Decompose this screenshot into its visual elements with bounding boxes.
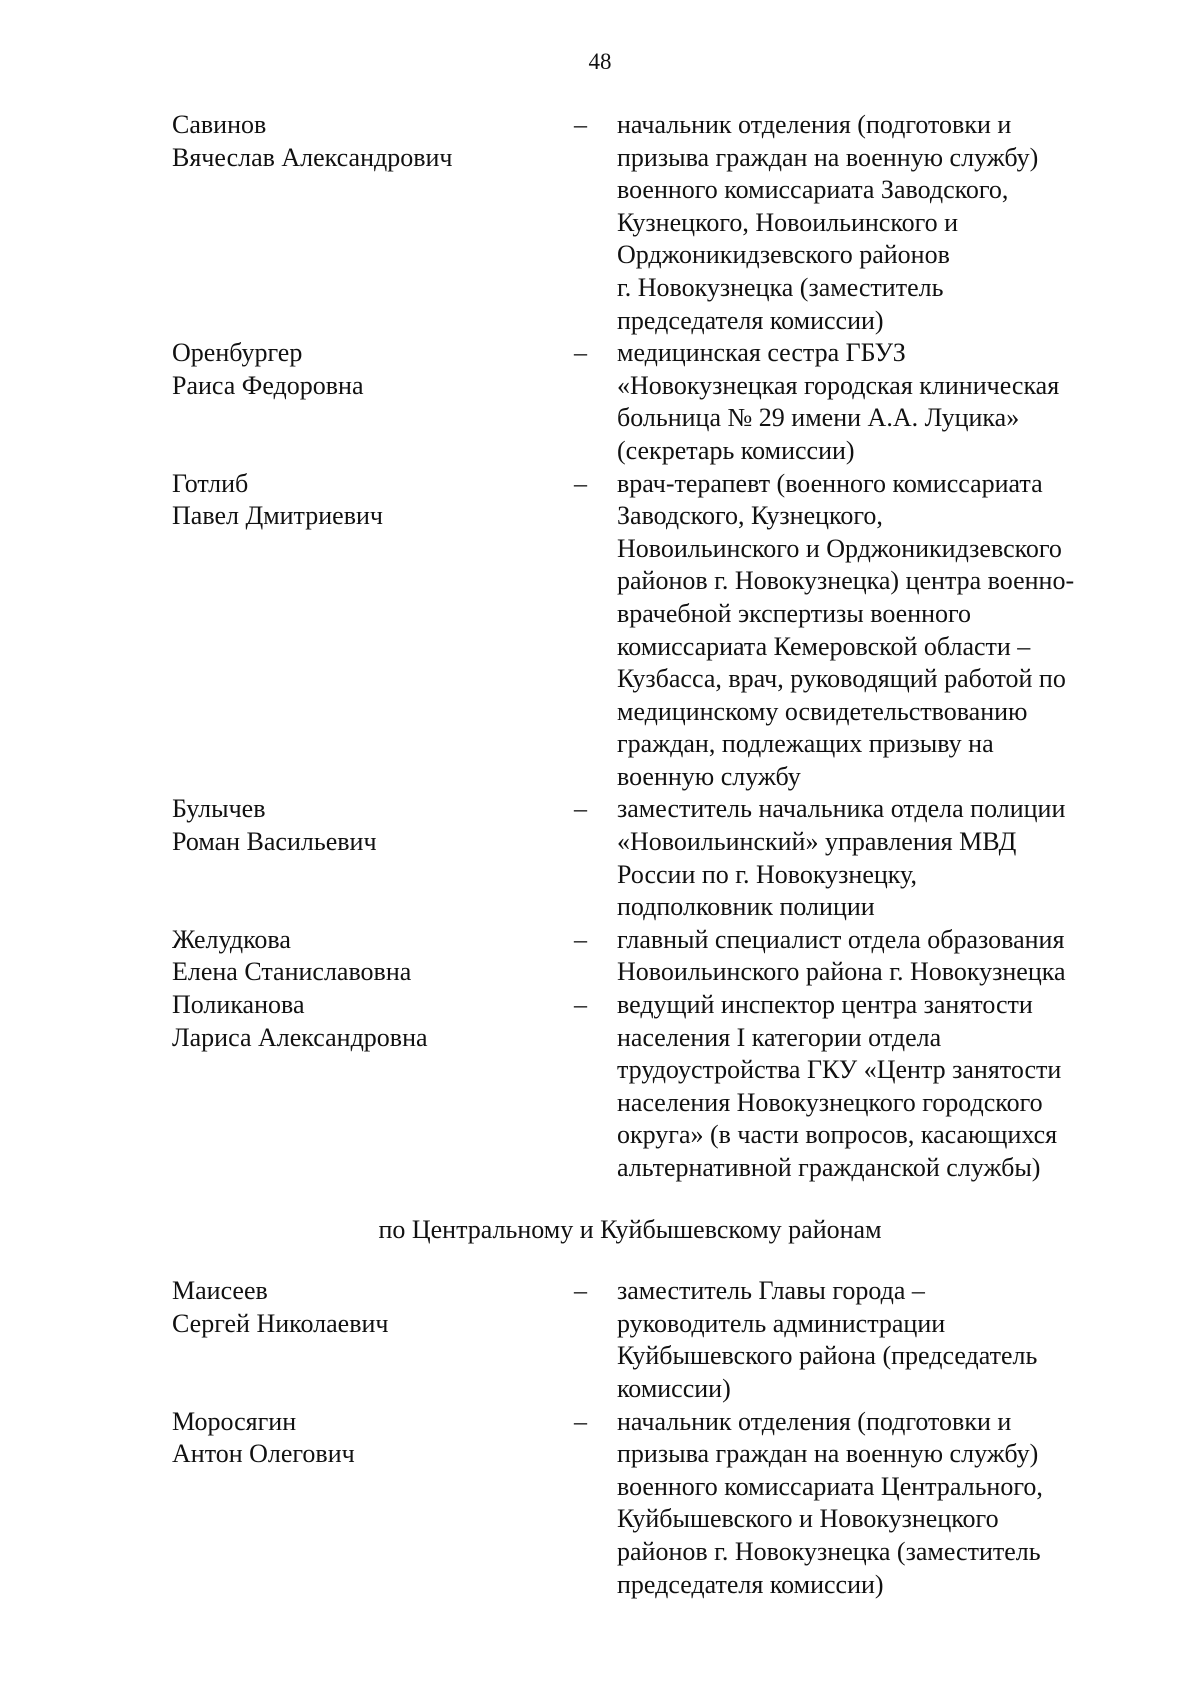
member-surname: Оренбургер [172,338,303,368]
member-name [172,793,572,858]
position-line: населения I категории отдела [617,1022,942,1052]
member-given-names: Роман Васильевич [172,827,377,857]
member-dash: – [574,990,587,1020]
position-line: начальник отделения (подготовки и [617,110,1012,139]
position-line: «Новоильинский» управления МВД [617,827,1017,857]
member-name [172,924,572,989]
commission-members-group-1 [0,109,1200,1185]
member-dash: – [574,1276,587,1306]
member-position [617,468,1137,794]
member-dash: – [574,1406,587,1436]
member-given-names: Раиса Федоровна [172,370,364,400]
position-line: ведущий инспектор центра занятости [617,990,1033,1020]
member-name [172,1406,572,1471]
member-position [617,793,1137,923]
position-line: начальник отделения (подготовки и [617,1406,1012,1436]
member-name [172,337,572,402]
position-line: военного комиссариата Заводского, [617,175,1009,205]
member-dash: – [574,468,587,498]
position-line: г. Новокузнецка (заместитель [617,272,944,302]
member-surname: Моросягин [172,1406,297,1436]
position-line: военного комиссариата Центрального, [617,1471,1043,1501]
position-line: населения Новокузнецкого городского [617,1087,1043,1117]
position-line: районов г. Новокузнецка (заместитель [617,1536,1041,1566]
member-position [617,337,1137,467]
position-line: Заводского, Кузнецкого, [617,501,883,531]
position-line: медицинская сестра ГБУЗ [617,338,906,368]
member-row [0,1275,1200,1405]
member-row [0,924,1200,989]
member-surname: Готлиб [172,468,249,498]
position-line: призыва граждан на военную службу) [617,142,1039,172]
member-position [617,109,1137,337]
section-heading: по Центральному и Куйбышевскому районам [378,1214,882,1244]
position-line: районов г. Новокузнецка) центра военно- [617,566,1075,596]
member-position [617,1406,1137,1602]
position-line: главный специалист отдела образования [617,924,1065,954]
position-line: врачебной экспертизы военного [617,598,972,628]
position-line: врач-терапевт (военного комиссариата [617,468,1043,498]
position-line: Новоильинского и Орджоникидзевского [617,533,1062,563]
member-row [0,793,1200,923]
position-line: заместитель начальника отдела полиции [617,794,1066,824]
member-given-names: Лариса Александровна [172,1022,428,1052]
member-position [617,924,1137,989]
member-name [172,1275,572,1340]
member-row [0,468,1200,794]
position-line: России по г. Новокузнецку, [617,859,917,889]
member-dash: – [574,110,587,139]
member-given-names: Елена Станиславовна [172,957,412,987]
position-line: военную службу [617,761,801,791]
position-line: Куйбышевского района (председатель [617,1341,1038,1371]
member-row [0,1406,1200,1602]
position-line: председателя комиссии) [617,305,884,335]
member-row [0,337,1200,467]
member-dash: – [574,924,587,954]
position-line: округа» (в части вопросов, касающихся [617,1120,1058,1150]
commission-members-group-2 [0,1275,1200,1601]
position-line: Кузбасса, врач, руководящий работой по [617,664,1066,694]
position-line: «Новокузнецкая городская клиническая [617,370,1060,400]
position-line: (секретарь комиссии) [617,435,855,465]
member-given-names: Вячеслав Александрович [172,142,453,172]
position-line: Кузнецкого, Новоильинского и [617,207,959,237]
position-line: заместитель Главы города – [617,1276,925,1306]
position-line: руководитель администрации [617,1308,946,1338]
member-surname: Булычев [172,794,266,824]
member-name [172,109,572,174]
position-line: Орджоникидзевского районов [617,240,950,270]
member-surname: Маисеев [172,1276,268,1306]
member-position [617,989,1137,1185]
member-given-names: Антон Олегович [172,1439,355,1469]
member-name [172,468,572,533]
position-line: подполковник полиции [617,892,875,922]
position-line: Куйбышевского и Новокузнецкого [617,1504,999,1534]
member-given-names: Сергей Николаевич [172,1308,389,1338]
member-dash: – [574,794,587,824]
position-line: медицинскому освидетельствованию [617,696,1028,726]
member-surname: Савинов [172,110,267,139]
position-line: председателя комиссии) [617,1569,884,1599]
position-line: Новоильинского района г. Новокузнецка [617,957,1066,987]
position-line: комиссариата Кемеровской области – [617,631,1031,661]
member-position [617,1275,1137,1405]
position-line: трудоустройства ГКУ «Центр занятости [617,1055,1062,1085]
member-surname: Желудкова [172,924,291,954]
commission-list [0,109,1200,1601]
position-line: комиссии) [617,1373,731,1403]
member-dash: – [574,338,587,368]
page-number: 48 [588,49,612,74]
member-surname: Поликанова [172,990,305,1020]
position-line: призыва граждан на военную службу) [617,1439,1039,1469]
position-line: альтернативной гражданской службы) [617,1153,1041,1182]
member-name [172,989,572,1054]
member-given-names: Павел Дмитриевич [172,501,383,531]
member-row [0,109,1200,337]
position-line: больница № 29 имени А.А. Луцика» [617,403,1020,433]
position-line: граждан, подлежащих призыву на [617,729,994,759]
member-row [0,989,1200,1185]
